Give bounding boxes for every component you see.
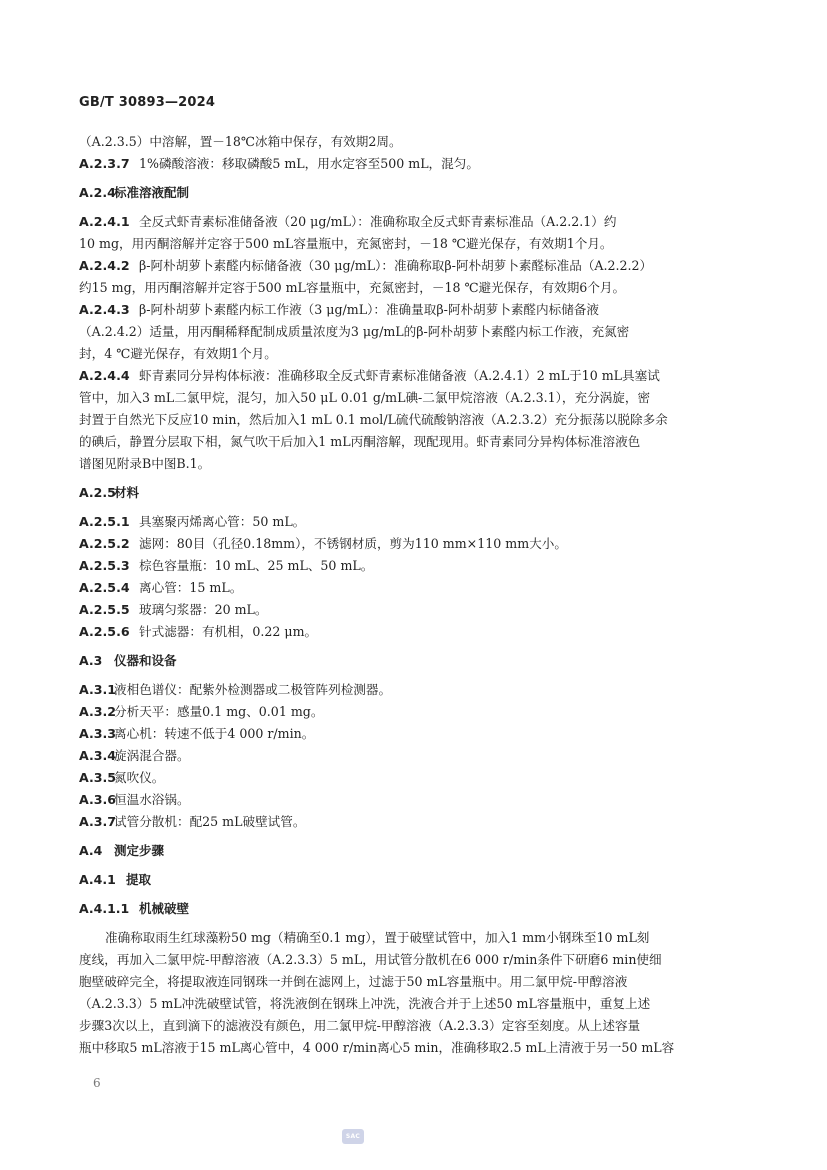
clause-text: β-阿朴胡萝卜素醛内标储备液（30 μg/mL）：准确称取β-阿朴胡萝卜素醛标准品（A.2.2.2）	[139, 258, 653, 273]
section-title: 测定步骤	[114, 843, 165, 858]
clause-a243	[79, 299, 749, 365]
clause-text: 10 mg，用丙酮溶解并定容于500 mL容量瓶中，充氮密封，－18 ℃避光保存，有效期1个月。	[79, 236, 613, 251]
section-number: A.2.4	[79, 185, 116, 200]
clause-text: 谱图见附录B中图B.1。	[79, 456, 211, 471]
clause-text: 离心管：15 mL。	[139, 580, 243, 595]
clause-text: 封置于自然光下反应10 min，然后加入1 mL 0.1 mol/L硫代硫酸钠溶液（A.2.3.2）充分振荡以脱除多余	[79, 412, 668, 427]
clause-text: 氮吹仪。	[114, 770, 165, 785]
clause-a37	[79, 811, 749, 833]
section-heading-a25	[79, 482, 749, 504]
clause-number: A.2.4.3	[79, 302, 130, 317]
section-heading-a411	[79, 898, 749, 920]
clause-number: A.3.7	[79, 814, 117, 829]
clause-number: A.3.1	[79, 682, 117, 697]
clause-number: A.3.2	[79, 704, 117, 719]
clause-a256	[79, 621, 749, 643]
document-body	[79, 131, 749, 1059]
section-heading-a24	[79, 182, 749, 204]
clause-number: A.2.5.6	[79, 624, 130, 639]
section-title: 材料	[114, 485, 140, 500]
section-heading-a3	[79, 650, 749, 672]
clause-a242	[79, 255, 749, 299]
clause-text: 针式滤器：有机相，0.22 μm。	[139, 624, 318, 639]
clause-number: A.3.5	[79, 770, 117, 785]
clause-text: 分析天平：感量0.1 mg、0.01 mg。	[114, 704, 324, 719]
clause-text: 恒温水浴锅。	[114, 792, 190, 807]
text-line: （A.2.3.5）中溶解，置－18℃冰箱中保存，有效期2周。	[79, 134, 402, 149]
clause-text: 管中，加入3 mL二氯甲烷，混匀，加入50 μL 0.01 g/mL碘-二氯甲烷溶液（A.2.3.1），充分涡旋，密	[79, 390, 651, 405]
section-number: A.4.1	[79, 872, 116, 887]
paragraph-line: 胞壁破碎完全，将提取液连同钢珠一并倒在滤网上，过滤于50 mL容量瓶中。用二氯甲烷-甲醇溶液	[79, 974, 628, 989]
clause-a254	[79, 577, 749, 599]
paragraph-line: 度线，再加入二氯甲烷-甲醇溶液（A.2.3.3）5 mL，用试管分散机在6 000 r/min条件下研磨6 min使细	[79, 952, 662, 967]
clause-text: 虾青素同分异构体标液：准确移取全反式虾青素标准储备液（A.2.4.1）2 mL于10 mL具塞试	[139, 368, 660, 383]
clause-number: A.2.3.7	[79, 156, 130, 171]
section-title: 仪器和设备	[114, 653, 177, 668]
clause-text: β-阿朴胡萝卜素醛内标工作液（3 μg/mL）：准确量取β-阿朴胡萝卜素醛内标储备液	[139, 302, 599, 317]
clause-a35	[79, 767, 749, 789]
clause-text: 离心机：转速不低于4 000 r/min。	[114, 726, 315, 741]
clause-text: 约15 mg，用丙酮溶解并定容于500 mL容量瓶中，充氮密封，－18 ℃避光保存，有效期6个月。	[79, 280, 626, 295]
clause-a32	[79, 701, 749, 723]
section-title: 标准溶液配制	[114, 185, 190, 200]
section-title: 机械破壁	[139, 901, 190, 916]
clause-a237	[79, 153, 749, 175]
section-heading-a41	[79, 869, 749, 891]
clause-number: A.2.5.2	[79, 536, 130, 551]
clause-text: 棕色容量瓶：10 mL、25 mL、50 mL。	[139, 558, 374, 573]
clause-number: A.2.5.1	[79, 514, 130, 529]
clause-a244	[79, 365, 749, 475]
paragraph-line: 步骤3次以上，直到滴下的滤液没有颜色，用二氯甲烷-甲醇溶液（A.2.3.3）定容至刻度。从上述容量	[79, 1018, 641, 1033]
paragraph-line: 准确称取雨生红球藻粉50 mg（精确至0.1 mg），置于破壁试管中，加入1 mm小钢珠至10 mL刻	[105, 930, 650, 945]
clause-a253	[79, 555, 749, 577]
clause-a252	[79, 533, 749, 555]
clause-text: 1%磷酸溶液：移取磷酸5 mL，用水定容至500 mL，混匀。	[139, 156, 479, 171]
clause-a251	[79, 511, 749, 533]
page-number: 6	[93, 1076, 101, 1090]
clause-number: A.3.3	[79, 726, 117, 741]
clause-text: 全反式虾青素标准储备液（20 μg/mL）：准确称取全反式虾青素标准品（A.2.2.1）约	[139, 214, 617, 229]
clause-a255	[79, 599, 749, 621]
clause-text: 液相色谱仪：配紫外检测器或二极管阵列检测器。	[114, 682, 392, 697]
clause-number: A.2.4.2	[79, 258, 130, 273]
clause-a241	[79, 211, 749, 255]
clause-a36	[79, 789, 749, 811]
clause-number: A.2.5.3	[79, 558, 130, 573]
section-heading-a4	[79, 840, 749, 862]
clause-text: （A.2.4.2）适量，用丙酮稀释配制成质量浓度为3 μg/mL的β-阿朴胡萝卜素醛内标工作液，充氮密	[79, 324, 630, 339]
section-number: A.2.5	[79, 485, 116, 500]
watermark-logo: SAC	[342, 1129, 364, 1144]
clause-text: 滤网：80目（孔径0.18mm），不锈钢材质，剪为110 mm×110 mm大小。	[139, 536, 567, 551]
clause-text: 的碘后，静置分层取下相，氮气吹干后加入1 mL丙酮溶解，现配现用。虾青素同分异构体标准溶液色	[79, 434, 641, 449]
clause-a33	[79, 723, 749, 745]
section-number: A.4.1.1	[79, 901, 130, 916]
clause-text: 玻璃匀浆器：20 mL。	[139, 602, 268, 617]
clause-text: 具塞聚丙烯离心管：50 mL。	[139, 514, 306, 529]
clause-a31	[79, 679, 749, 701]
document-code: GB/T 30893—2024	[79, 95, 216, 110]
section-number: A.3	[79, 653, 103, 668]
clause-number: A.2.5.5	[79, 602, 130, 617]
clause-text: 封，4 ℃避光保存，有效期1个月。	[79, 346, 277, 361]
clause-number: A.2.4.1	[79, 214, 130, 229]
clause-text: 试管分散机：配25 mL破壁试管。	[114, 814, 306, 829]
paragraph-line: （A.2.3.3）5 mL冲洗破壁试管，将洗液倒在钢珠上冲洗，洗液合并于上述50 mL容量瓶中，重复上述	[79, 996, 651, 1011]
clause-a34	[79, 745, 749, 767]
section-title: 提取	[126, 872, 152, 887]
clause-number: A.3.6	[79, 792, 117, 807]
clause-number: A.2.5.4	[79, 580, 130, 595]
paragraph-line: 瓶中移取5 mL溶液于15 mL离心管中，4 000 r/min离心5 min，准确移取2.5 mL上清液于另一50 mL容	[79, 1040, 675, 1055]
clause-text: 旋涡混合器。	[114, 748, 190, 763]
clause-number: A.3.4	[79, 748, 117, 763]
procedure-paragraph	[79, 927, 749, 1059]
section-number: A.4	[79, 843, 103, 858]
clause-number: A.2.4.4	[79, 368, 130, 383]
